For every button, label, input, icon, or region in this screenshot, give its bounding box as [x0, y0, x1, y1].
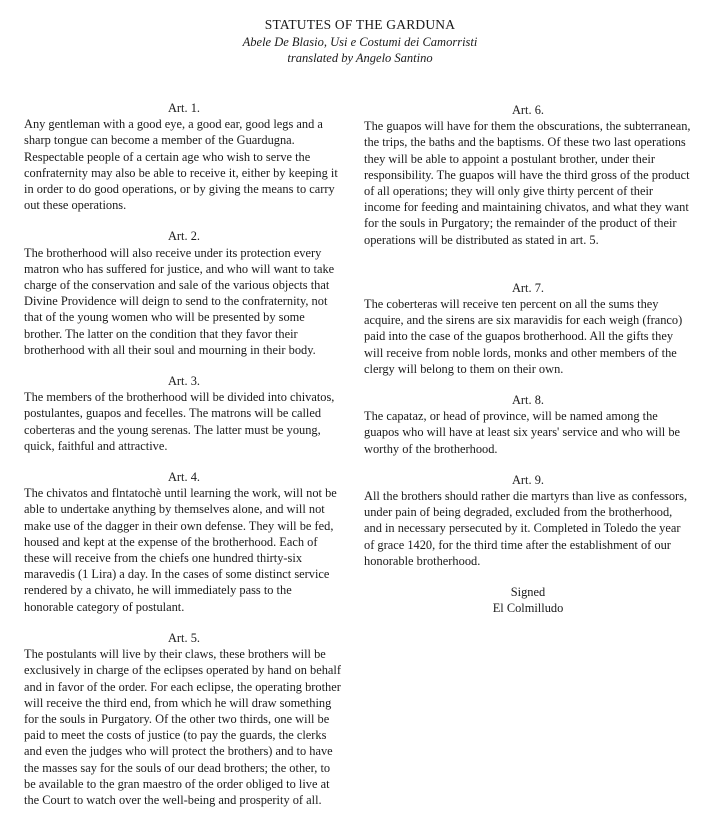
- article-body: Any gentleman with a good eye, a good ear, good legs and a sharp tongue can become a member of the Guardugna. Respectable people of a certain age who wish to serve the confraternity may also be able to receive it, either by keeping it in order to do good operations, or by giving the means to carry out these operations.: [24, 117, 338, 213]
- signatory-name: El Colmilludo: [492, 601, 564, 616]
- left-column: [24, 100, 344, 823]
- document-title: STATUTES OF THE GARDUNA: [264, 17, 456, 32]
- article-body: All the brothers should rather die martyrs than live as confessors, under pain of being degraded, excluded from the brotherhood, and in necessary persecuted by it. Completed in Toledo the year of grace 1420, for the third time after the establishment of our honorable brotherhood.: [364, 489, 688, 568]
- article-2: [24, 228, 344, 358]
- signature-label: Signed: [510, 585, 546, 600]
- article-body: The capataz, or head of province, will be named among the guapos who will have at least six years' service and who will be worthy of the brotherhood.: [364, 409, 681, 456]
- article-7: [364, 280, 692, 377]
- translator-credit: translated by Angelo Santino: [287, 51, 433, 65]
- article-heading: Art. 6.: [511, 103, 544, 117]
- article-9: [364, 472, 692, 569]
- article-body: The coberteras will receive ten percent on all the sums they acquire, and the sirens are six maravidis for each weigh (franco) paid into the case of the guapos brotherhood. All the gifts they will receive from noble lords, monks and other members of the clergy will belong to them on their own.: [364, 297, 683, 376]
- article-5: [24, 630, 344, 808]
- article-4: [24, 469, 344, 615]
- signature-block: [364, 584, 692, 616]
- article-body: The members of the brotherhood will be divided into chivatos, postulantes, guapos and fecelles. The matrons will be called coberteras and the young serenas. The latter must be young, quick, faithful and attractive.: [24, 390, 335, 453]
- article-heading: Art. 1.: [167, 101, 200, 115]
- right-column: [364, 102, 692, 616]
- article-8: [364, 392, 692, 457]
- article-heading: Art. 4.: [167, 470, 200, 485]
- article-3: [24, 373, 344, 454]
- article-heading: Art. 7.: [511, 280, 544, 295]
- article-heading: Art. 8.: [511, 393, 544, 408]
- article-heading: Art. 2.: [167, 229, 200, 244]
- article-heading: Art. 5.: [167, 630, 200, 645]
- article-heading: Art. 9.: [511, 472, 544, 487]
- article-6: [364, 102, 692, 248]
- document-header: [0, 16, 720, 66]
- article-heading: Art. 3.: [167, 374, 200, 389]
- article-body: The postulants will live by their claws, these brothers will be exclusively in charge of the eclipses operated by hand on behalf and in favor of the order. For each eclipse, the operating brother will receive the third end, from which he will draw something for the souls in Purgatory. Of the other two thirds, one will be paid to meet the costs of justice (to pay the guards, the clerks and even the judges who will protect the brothers) and to have the masses say for the souls of our dead brothers; the other, to be available to the gran maestro of the order obliged to live at the Court to watch over the well-being and prosperity of all.: [24, 647, 341, 807]
- article-1: [24, 100, 344, 213]
- article-body: The chivatos and flntatochè until learning the work, will not be able to undertake anything by themselves alone, and will not make use of the dagger in their own defense. They will be fed, housed and kept at the expense of the brotherhood. Each of these will receive from the chiefs one hundred thirty-six maravedis (1 Lira) a day. In the cases of some distinct service rendered by a chivato, he will immediately pass to the honorable category of postulant.: [24, 486, 337, 614]
- source-citation: Abele De Blasio, Usi e Costumi dei Camorristi: [242, 35, 478, 49]
- article-body: The brotherhood will also receive under its protection every matron who has suffered for justice, and who will want to take charge of the conservation and sale of the various objects that Divine Providence will deign to send to the confraternity, not that of the young women who will be presented by some brother. The latter on the condition that they favor their brotherhood with all their soul and mourning in their body.: [24, 245, 335, 357]
- article-body: The guapos will have for them the obscurations, the subterranean, the trips, the baths and the baptisms. Of these two last operations they will be able to appoint a postulant brother, under their responsibility. The guapos will have the third gross of the product of all operations; they will only give thirty percent of their income for feeding and maintaining chivatos, and what they want for the souls in Purgatory; the remainder of the product of their operations will be distributed as stated in art. 5.: [364, 119, 691, 247]
